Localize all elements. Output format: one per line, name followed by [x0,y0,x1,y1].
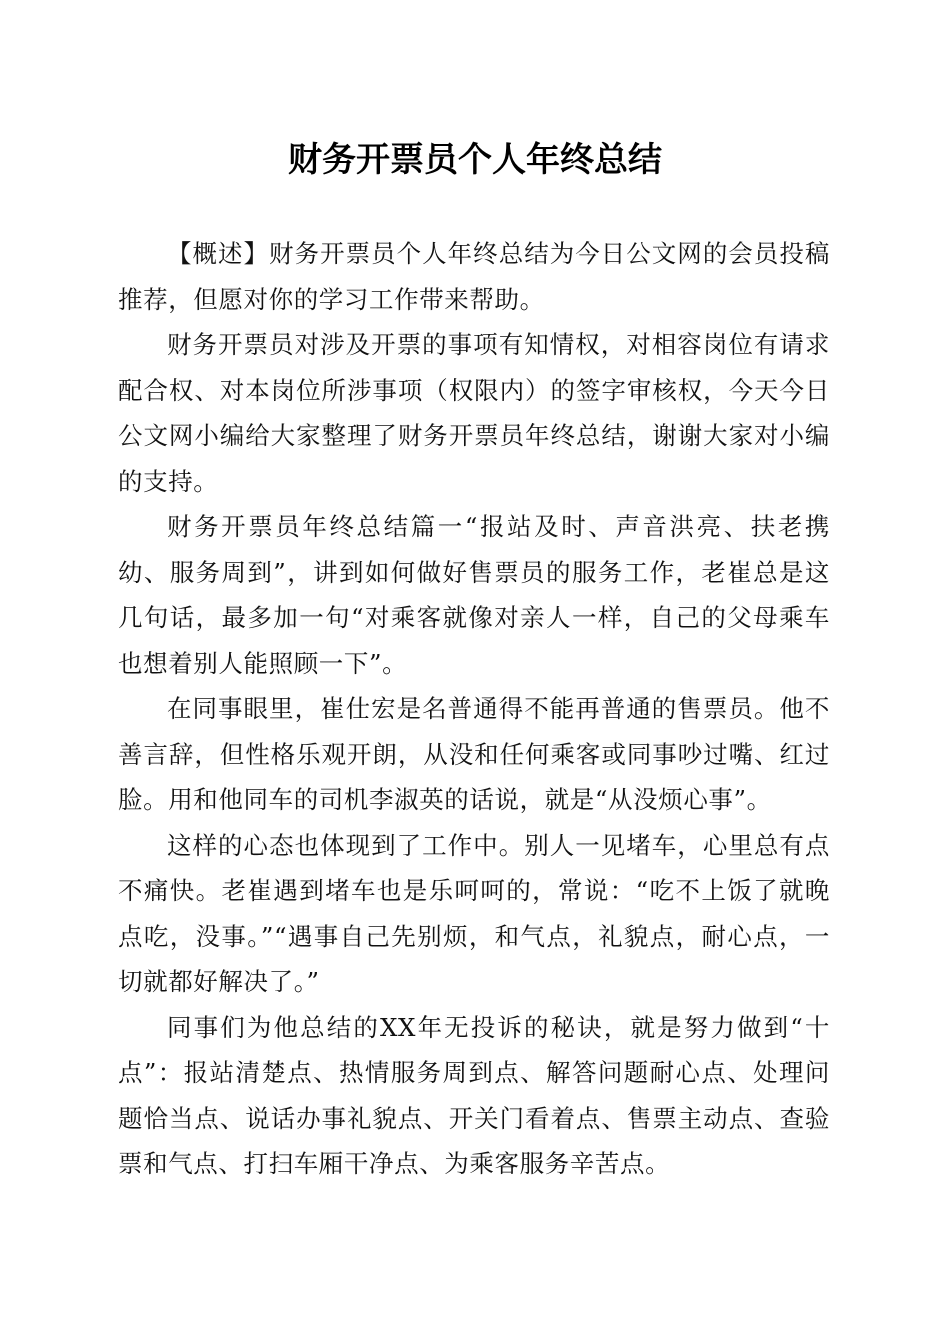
document-title: 财务开票员个人年终总结 [288,140,662,180]
paragraph-intro: 财务开票员对涉及开票的事项有知情权，对相容岗位有请求配合权、对本岗位所涉事项（权限内）的签字审核权，今天今日公文网小编给大家整理了财务开票员年终总结，谢谢大家对小编的支持。 [118,330,830,496]
paragraph-summary: 【概述】财务开票员个人年终总结为今日公文网的会员投稿推荐，但愿对你的学习工作带来帮助。 [118,239,830,314]
paragraph-attitude: 这样的心态也体现到了工作中。别人一见堵车，心里总有点不痛快。老崔遇到堵车也是乐呵呵的，常说：“吃不上饭了就晚点吃，没事。”“遇事自己先别烦，和气点，礼貌点，耐心点，一切就都好解决了。” [118,830,830,996]
document-body [118,231,830,1187]
paragraph-ten-points: 同事们为他总结的XX年无投诉的秘诀，就是努力做到“十点”：报站清楚点、热情服务周到点、解答问题耐心点、处理问题恰当点、说话办事礼貌点、开关门看着点、售票主动点、查验票和气点、打扫车厢干净点、为乘客服务辛苦点。 [118,1012,830,1178]
paragraph-part-one: 财务开票员年终总结篇一“报站及时、声音洪亮、扶老携幼、服务周到”，讲到如何做好售票员的服务工作，老崔总是这几句话，最多加一句“对乘客就像对亲人一样，自己的父母乘车也想着别人能照顾一下”。 [118,512,830,678]
paragraph-colleagues: 在同事眼里，崔仕宏是名普通得不能再普通的售票员。他不善言辞，但性格乐观开朗，从没和任何乘客或同事吵过嘴、红过脸。用和他同车的司机李淑英的话说，就是“从没烦心事”。 [118,694,830,814]
